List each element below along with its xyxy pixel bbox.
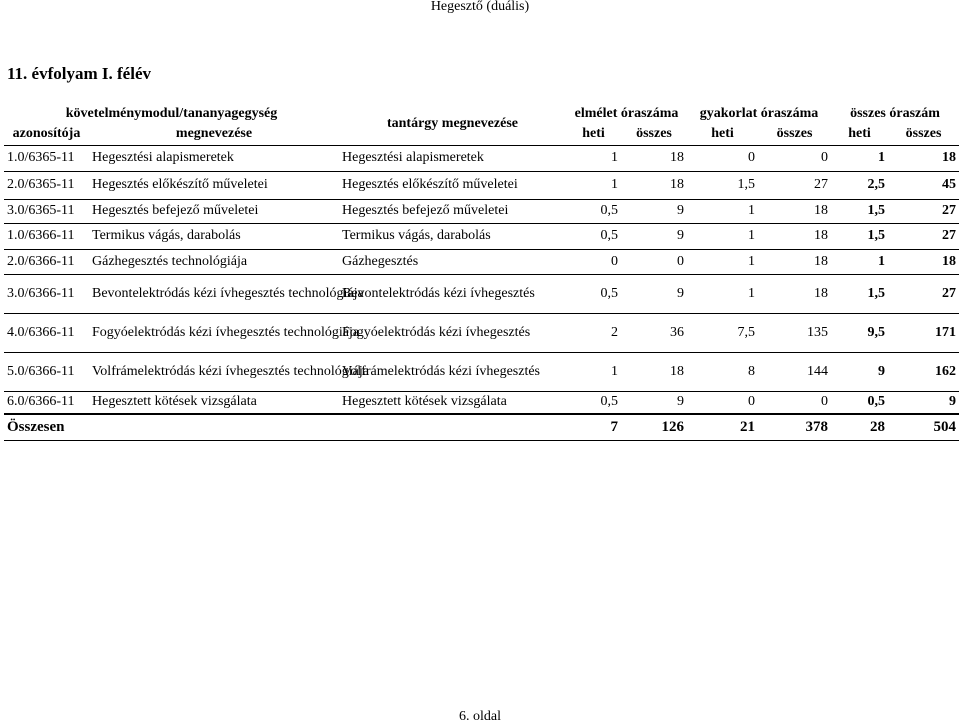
- theory-total: 18: [621, 145, 687, 171]
- practice-weekly: 8: [687, 352, 758, 391]
- sum-total: 27: [888, 199, 959, 223]
- sum-weekly: 0,5: [831, 391, 888, 414]
- theory-weekly: 1: [566, 352, 621, 391]
- sum-weekly: 2,5: [831, 171, 888, 199]
- row-module: Fogyóelektródás kézi ívhegesztés technológiája: [89, 313, 339, 352]
- row-module: Hegesztési alapismeretek: [89, 145, 339, 171]
- page-header: Hegesztő (duális): [430, 0, 530, 14]
- row-subject: Hegesztett kötések vizsgálata: [339, 391, 566, 414]
- row-module: Gázhegesztés technológiája: [89, 249, 339, 274]
- row-id: 2.0/6366-11: [4, 249, 89, 274]
- total-theory-weekly: 7: [566, 414, 621, 440]
- table-row: [4, 352, 959, 391]
- theory-hours-header: elmélet óraszáma: [574, 105, 679, 121]
- row-module: Bevontelektródás kézi ívhegesztés technológiája: [89, 274, 339, 313]
- sum-total-header: összes: [888, 124, 959, 145]
- section-title: 11. évfolyam I. félév: [7, 64, 151, 83]
- row-subject: Termikus vágás, darabolás: [339, 223, 566, 249]
- practice-weekly: 7,5: [687, 313, 758, 352]
- practice-total: 0: [758, 391, 831, 414]
- curriculum-table: [4, 103, 959, 441]
- theory-total: 0: [621, 249, 687, 274]
- total-sum-weekly: 28: [831, 414, 888, 440]
- sum-total: 27: [888, 274, 959, 313]
- total-label: Összesen: [4, 414, 566, 440]
- practice-weekly: 1,5: [687, 171, 758, 199]
- row-module: Hegesztés előkészítő műveletei: [89, 171, 339, 199]
- theory-total: 36: [621, 313, 687, 352]
- practice-total: 18: [758, 223, 831, 249]
- col-name-header: megnevezése: [89, 124, 339, 145]
- theory-total: 9: [621, 274, 687, 313]
- theory-total: 9: [621, 199, 687, 223]
- theory-weekly: 0,5: [566, 391, 621, 414]
- subject-name-header: tantárgy megnevezése: [339, 103, 566, 145]
- row-id: 4.0/6366-11: [4, 313, 89, 352]
- practice-hours-header: gyakorlat óraszáma: [699, 105, 819, 121]
- theory-total: 9: [621, 223, 687, 249]
- theory-weekly: 0,5: [566, 199, 621, 223]
- practice-weekly: 1: [687, 223, 758, 249]
- sum-weekly: 1: [831, 145, 888, 171]
- sum-weekly: 9: [831, 352, 888, 391]
- row-id: 3.0/6365-11: [4, 199, 89, 223]
- practice-weekly: 1: [687, 274, 758, 313]
- sum-weekly-header: heti: [831, 124, 888, 145]
- practice-total: 135: [758, 313, 831, 352]
- row-subject: Hegesztés előkészítő műveletei: [339, 171, 566, 199]
- total-theory-total: 126: [621, 414, 687, 440]
- theory-total: 18: [621, 352, 687, 391]
- practice-weekly: 1: [687, 249, 758, 274]
- theory-weekly: 0,5: [566, 223, 621, 249]
- sum-weekly: 1,5: [831, 223, 888, 249]
- table-row: [4, 171, 959, 199]
- table-row: [4, 313, 959, 352]
- practice-weekly: 1: [687, 199, 758, 223]
- table-row: [4, 391, 959, 414]
- row-module: Volfrámelektródás kézi ívhegesztés technológiája: [89, 352, 339, 391]
- theory-weekly: 1: [566, 171, 621, 199]
- sum-total: 18: [888, 145, 959, 171]
- practice-total: 27: [758, 171, 831, 199]
- row-subject: Hegesztési alapismeretek: [339, 145, 566, 171]
- page-number: 6. oldal: [459, 709, 501, 724]
- row-id: 3.0/6366-11: [4, 274, 89, 313]
- row-subject: Hegesztés befejező műveletei: [339, 199, 566, 223]
- theory-total: 9: [621, 391, 687, 414]
- practice-total-header: összes: [758, 124, 831, 145]
- row-id: 2.0/6365-11: [4, 171, 89, 199]
- total-hours-header: összes óraszám: [850, 105, 940, 121]
- theory-total: 18: [621, 171, 687, 199]
- row-module: Termikus vágás, darabolás: [89, 223, 339, 249]
- theory-total-header: összes: [621, 124, 687, 145]
- row-module: Hegesztés befejező műveletei: [89, 199, 339, 223]
- practice-total: 18: [758, 249, 831, 274]
- sum-weekly: 1,5: [831, 274, 888, 313]
- total-sum-total: 504: [888, 414, 959, 440]
- row-subject: Bevontelektródás kézi ívhegesztés: [339, 274, 566, 313]
- sum-total: 9: [888, 391, 959, 414]
- sum-total: 171: [888, 313, 959, 352]
- theory-weekly: 1: [566, 145, 621, 171]
- row-subject: Fogyóelektródás kézi ívhegesztés: [339, 313, 566, 352]
- row-subject: Volfrámelektródás kézi ívhegesztés: [339, 352, 566, 391]
- sum-total: 27: [888, 223, 959, 249]
- table-row: [4, 223, 959, 249]
- sum-total: 45: [888, 171, 959, 199]
- row-id: 1.0/6365-11: [4, 145, 89, 171]
- theory-weekly: 2: [566, 313, 621, 352]
- practice-total: 144: [758, 352, 831, 391]
- col-id-header: azonosítója: [4, 124, 89, 145]
- sum-weekly: 9,5: [831, 313, 888, 352]
- table-row: [4, 199, 959, 223]
- practice-weekly: 0: [687, 145, 758, 171]
- row-id: 5.0/6366-11: [4, 352, 89, 391]
- theory-weekly: 0: [566, 249, 621, 274]
- practice-total: 18: [758, 274, 831, 313]
- practice-total: 18: [758, 199, 831, 223]
- row-id: 1.0/6366-11: [4, 223, 89, 249]
- sum-weekly: 1: [831, 249, 888, 274]
- table-row: [4, 249, 959, 274]
- sum-total: 18: [888, 249, 959, 274]
- row-id: 6.0/6366-11: [4, 391, 89, 414]
- practice-total: 0: [758, 145, 831, 171]
- total-practice-total: 378: [758, 414, 831, 440]
- theory-weekly-header: heti: [566, 124, 621, 145]
- total-practice-weekly: 21: [687, 414, 758, 440]
- theory-weekly: 0,5: [566, 274, 621, 313]
- total-row: [4, 414, 959, 440]
- table-row: [4, 145, 959, 171]
- practice-weekly: 0: [687, 391, 758, 414]
- sum-total: 162: [888, 352, 959, 391]
- sum-weekly: 1,5: [831, 199, 888, 223]
- row-subject: Gázhegesztés: [339, 249, 566, 274]
- module-group-header: követelménymodul/tananyagegység: [65, 105, 278, 121]
- row-module: Hegesztett kötések vizsgálata: [89, 391, 339, 414]
- table-row: [4, 274, 959, 313]
- practice-weekly-header: heti: [687, 124, 758, 145]
